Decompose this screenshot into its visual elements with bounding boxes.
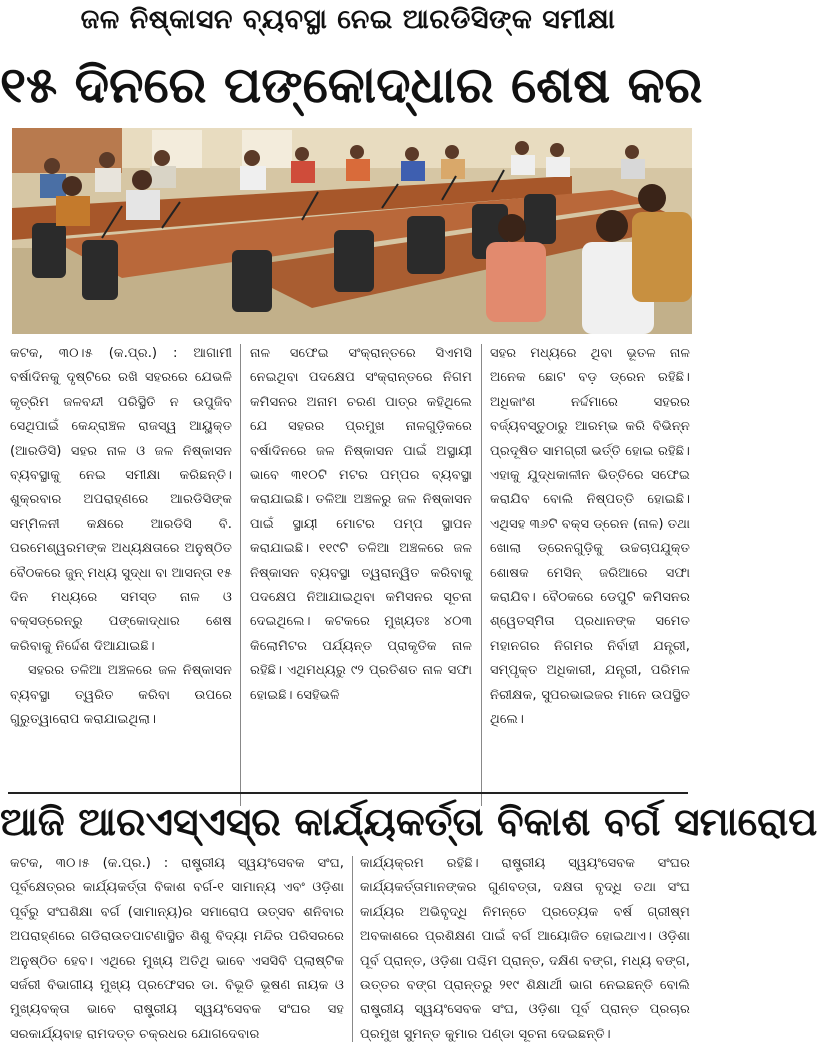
- story2-column-left: [10, 852, 344, 1042]
- story1-kicker: ଜଳ ନିଷ୍କାସନ ବ୍ୟବସ୍ଥା ନେଇ ଆରଡିସିଙ୍କ ସମୀକ୍ଷା: [80, 4, 616, 35]
- story1-col1-para2: ସହରର ତଳିଆ ଅଞ୍ଚଳରେ ଜଳ ନିଷ୍କାସନ ବ୍ୟବସ୍ଥା ତ୍ୱରିତ କରିବା ଉପରେ ଗୁରୁତ୍ୱାରୋପ କରାଯାଇଥିଲା।: [10, 663, 232, 728]
- column-divider: [240, 344, 241, 806]
- story1-col2-para1: ନାଳ ସଫେଇ ସଂକ୍ରାନ୍ତରେ ସିଏମସି ନେଇଥିବା ପଦକ୍ଷେପ ସଂକ୍ରାନ୍ତରେ ନିଗମ କମିସନର ଅନାମ ଚରଣ ପାତ୍ର କହିଥିଲେ ଯେ ସହରର ପ୍ରମୁଖ ନାଳଗୁଡ଼ିକରେ ବର୍ଷାଦିନରେ ଜଳ ନିଷ୍କାସନ ପାଇଁ ଅସ୍ଥାୟୀ ଭାବେ ୩୧୦ଟି ମଟର ପମ୍ପର ବ୍ୟବସ୍ଥା କରାଯାଇଛି। ତଳିଆ ଅଞ୍ଚଳରୁ ଜଳ ନିଷ୍କାସନ ପାଇଁ ସ୍ଥାୟୀ ମୋଟର ପମ୍ପ ସ୍ଥାପନ କରାଯାଇଛି। ୧୧୯ଟି ତଳିଆ ଅଞ୍ଚଳରେ ଜଳ ନିଷ୍କାସନ ବ୍ୟବସ୍ଥା ତ୍ୱରାନ୍ୱିତ କରିବାକୁ ପଦକ୍ଷେପ ନିଆଯାଇଥିବା କମିସନର ସୂଚନା ଦେଇଥିଲେ। କଟକରେ ମୁଖ୍ୟତଃ ୪୦୩ କିଲୋମିଟର ପର୍ଯ୍ୟନ୍ତ ପ୍ରାକୃତିକ ନାଳ ରହିଛି। ଏଥିମଧ୍ୟରୁ ୯୨ ପ୍ରତିଶତ ନାଳ ସଫା ହୋଇଛି। ସେହିଭଳି: [250, 346, 472, 703]
- story1-column-1: [10, 342, 232, 812]
- story2-left-text: କଟକ, ୩୦।୫ (କ.ପ୍ର.) : ରାଷ୍ଟ୍ରୀୟ ସ୍ୱୟଂସେବକ ସଂଘ, ପୂର୍ବକ୍ଷେତ୍ରର କାର୍ଯ୍ୟକର୍ତ୍ତା ବିକାଶ ବର୍ଗ-୧ ସାମାନ୍ୟ ଏବଂ ଓଡ଼ିଶା ପୂର୍ବରୁ ସଂଘଶିକ୍ଷା ବର୍ଗ (ସାମାନ୍ୟ)ର ସମାରୋପ ଉତ୍ସବ ଶନିବାର ଅପରାହ୍ଣରେ ଗଡିରାଉତପାଟଣାସ୍ଥିତ ଶିଶୁ ବିଦ୍ୟା ମନ୍ଦିର ପରିସରରେ ଅନୁଷ୍ଠିତ ହେବ। ଏଥିରେ ମୁଖ୍ୟ ଅତିଥି ଭାବେ ଏସସିବି ପ୍ଲାଷ୍ଟିକ ସର୍ଜରୀ ବିଭାଗୀୟ ମୁଖ୍ୟ ପ୍ରଫେସର ଡା. ବିଭୂତି ଭୂଷଣ ନାୟକ ଓ ମୁଖ୍ୟବକ୍ତା ଭାବେ ରାଷ୍ଟ୍ରୀୟ ସ୍ୱୟଂସେବକ ସଂଘର ସହ ସରକାର୍ଯ୍ୟବାହ ରାମଦତ୍ତ ଚକ୍ରଧର ଯୋଗଦେବାର: [10, 856, 344, 1042]
- story1-col3-para1: ସହର ମଧ୍ୟରେ ଥିବା ଭୂତଳ ନାଳ ଅନେକ ଛୋଟ ବଡ଼ ଡ୍ରେନ ରହିଛି। ଅଧିକାଂଶ ନର୍ଦ୍ଦମାରେ ସହରର ବର୍ଜ୍ୟବସ୍ତୁଠାରୁ ଆରମ୍ଭ କରି ବିଭିନ୍ନ ପ୍ରଦୂଷିତ ସାମଗ୍ରୀ ଭର୍ତ୍ତି ହୋଇ ରହିଛି। ଏହାକୁ ଯୁଦ୍ଧକାଳୀନ ଭିତ୍ତିରେ ସଫେଇ କରାଯିବ ବୋଲି ନିଷ୍ପତ୍ତି ହୋଇଛି। ଏଥିସହ ୩୬ଟି ବକ୍ସ ଡ୍ରେନ (ନାଳ) ତଥା ଖୋଲା ଡ୍ରେନଗୁଡ଼ିକୁ ଉଚ୍ଚଚାପଯୁକ୍ତ ଶୋଷକ ମେସିନ୍ ଜରିଆରେ ସଫା କରାଯିବ। ବୈଠକରେ ଡେପୁଟି କମିସନର ଶ୍ୱେତସ୍ମିତା ପ୍ରଧାନଙ୍କ ସମେତ ମହାନଗର ନିଗମର ନିର୍ବାହୀ ଯନ୍ତ୍ରୀ, ସମ୍ପୃକ୍ତ ଅଧିକାରୀ, ଯନ୍ତ୍ରୀ, ପରିମଳ ନିରୀକ୍ଷକ, ସୁପରଭାଇଜର ମାନେ ଉପସ୍ଥିତ ଥିଲେ।: [490, 346, 690, 728]
- column-divider: [481, 344, 482, 806]
- story1-headline: ୧୫ ଦିନରେ ପଙ୍କୋଦ୍ଧାର ଶେଷ କର: [0, 56, 703, 114]
- story1-column-3: [490, 342, 690, 812]
- story1-col1-para1: କଟକ, ୩୦।୫ (କ.ପ୍ର.) : ଆଗାମୀ ବର୍ଷାଦିନକୁ ଦୃଷ୍ଟିରେ ରଖି ସହରରେ ଯେଭଳି କୃତ୍ରିମ ଜଳବନ୍ଦୀ ପରିସ୍ଥିତି ନ ଉପୁଜିବ ସେଥିପାଇଁ କେନ୍ଦ୍ରାଞ୍ଚଳ ରାଜସ୍ୱ ଆୟୁକ୍ତ (ଆରଡିସି) ସହର ନାଳ ଓ ଜଳ ନିଷ୍କାସନ ବ୍ୟବସ୍ଥାକୁ ନେଇ ସମୀକ୍ଷା କରିଛନ୍ତି। ଶୁକ୍ରବାର ଅପରାହ୍ଣରେ ଆରଡିସିଙ୍କ ସମ୍ମିଳନୀ କକ୍ଷରେ ଆରଡିସି ବି. ପରମେଶ୍ୱରମଙ୍କ ଅଧ୍ୟକ୍ଷତାରେ ଅନୁଷ୍ଠିତ ବୈଠକରେ ଜୁନ୍ ମଧ୍ୟ ସୁଦ୍ଧା ବା ଆସନ୍ତା ୧୫ ଦିନ ମଧ୍ୟରେ ସମସ୍ତ ନାଳ ଓ ବକ୍ସଡ୍ରେନ୍‌ରୁ ପଙ୍କୋଦ୍ଧାର ଶେଷ କରିବାକୁ ନିର୍ଦ୍ଦେଶ ଦିଆଯାଇଛି।: [10, 346, 232, 654]
- story-divider: [8, 792, 688, 794]
- story1-column-2: [250, 342, 472, 812]
- meeting-photo-illustration: [12, 128, 692, 334]
- story2-column-right: [360, 852, 690, 1042]
- meeting-room-photo: [12, 128, 692, 334]
- column-divider: [352, 856, 353, 1042]
- story2-right-text: କାର୍ଯ୍ୟକ୍ରମ ରହିଛି। ରାଷ୍ଟ୍ରୀୟ ସ୍ୱୟଂସେବକ ସଂଘର କାର୍ଯ୍ୟକର୍ତ୍ତାମାନଙ୍କର ଗୁଣବତ୍ତା, ଦକ୍ଷତା ବୃଦ୍ଧି ତଥା ସଂଘ କାର୍ଯ୍ୟର ଅଭିବୃଦ୍ଧି ନିମନ୍ତେ ପ୍ରତ୍ୟେକ ବର୍ଷ ଗ୍ରୀଷ୍ମ ଅବକାଶରେ ପ୍ରଶିକ୍ଷଣ ପାଇଁ ବର୍ଗ ଆୟୋଜିତ ହୋଇଥାଏ। ଓଡ଼ିଶା ପୂର୍ବ ପ୍ରାନ୍ତ, ଓଡ଼ିଶା ପଶ୍ଚିମ ପ୍ରାନ୍ତ, ଦକ୍ଷିଣ ବଙ୍ଗ, ମଧ୍ୟ ବଙ୍ଗ, ଉତ୍ତର ବଙ୍ଗ ପ୍ରାନ୍ତରୁ ୨୧୯ ଶିକ୍ଷାର୍ଥୀ ଭାଗ ନେଇଛନ୍ତି ବୋଲି ରାଷ୍ଟ୍ରୀୟ ସ୍ୱୟଂସେବକ ସଂଘ, ଓଡ଼ିଶା ପୂର୍ବ ପ୍ରାନ୍ତ ପ୍ରଚାର ପ୍ରମୁଖ ସୁମନ୍ତ କୁମାର ପଣ୍ଡା ସୂଚନା ଦେଇଛନ୍ତି।: [360, 856, 690, 1042]
- story2-headline: ଆଜି ଆରଏସ୍‌ଏସ୍‌ର କାର୍ଯ୍ୟକର୍ତ୍ତା ବିକାଶ ବର୍ଗ ସମାରୋପ: [0, 800, 817, 845]
